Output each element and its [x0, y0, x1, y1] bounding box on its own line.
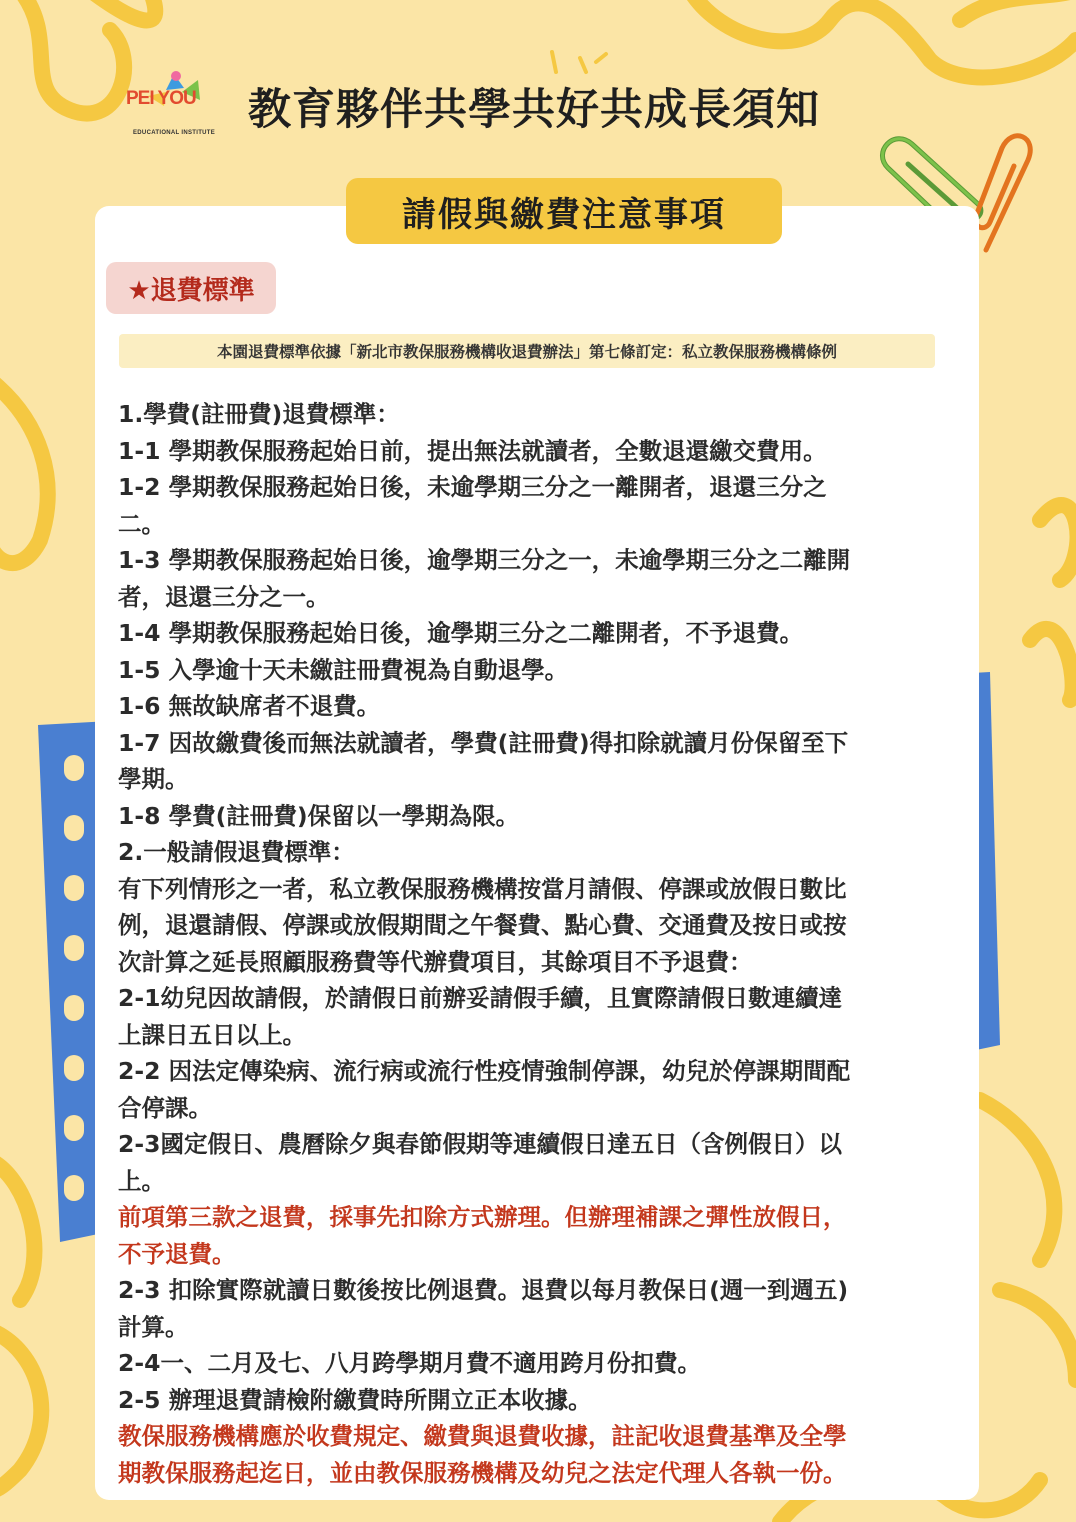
orange-paperclip	[975, 136, 1030, 250]
rule-line-highlight: 教保服務機構應於收費規定、繳費與退費收據，註記收退費基準及全學	[118, 1422, 847, 1450]
rule-line: 2.一般請假退費標準：	[118, 838, 355, 866]
rule-line: 2-3 扣除實際就讀日數後按比例退費。退費以每月教保日(週一到週五)	[118, 1276, 849, 1304]
rule-line: 1-5 入學逾十天未繳註冊費視為自動退學。	[118, 655, 569, 684]
squiggle-top-left	[20, 0, 124, 114]
rule-line: 上。	[118, 1166, 165, 1195]
rule-line: 2-1幼兒因故請假，於請假日前辦妥請假手續，且實際請假日數連續達	[118, 984, 842, 1012]
logo-text: PEI YOU	[126, 88, 196, 109]
rule-line: 2-5 辦理退費請檢附繳費時所開立正本收據。	[118, 1385, 592, 1414]
rule-line-highlight: 前項第三款之退費，採事先扣除方式辦理。但辦理補課之彈性放假日，	[118, 1203, 847, 1231]
logo-subtext: EDUCATIONAL INSTITUTE	[133, 130, 216, 136]
rule-line: 計算。	[118, 1312, 189, 1341]
rule-line: 2-3國定假日、農曆除夕與春節假期等連續假日達五日（含例假日）以	[118, 1130, 842, 1158]
rule-line: 1-6 無故缺席者不退費。	[118, 692, 381, 720]
rule-line: 2-2 因法定傳染病、流行病或流行性疫情強制停課，幼兒於停課期間配	[118, 1057, 851, 1085]
rule-line: 例，退還請假、停課或放假期間之午餐費、點心費、交通費及按日或按	[118, 911, 847, 939]
rule-line: 有下列情形之一者，私立教保服務機構按當月請假、停課或放假日數比	[118, 874, 847, 903]
logo	[126, 66, 226, 142]
rule-line: 次計算之延長照顧服務費等代辦費項目，其餘項目不予退費：	[118, 947, 753, 976]
subtitle-banner: 請假與繳費注意事項	[346, 178, 782, 244]
rule-line: 1-1 學期教保服務起始日前，提出無法就讀者，全數退還繳交費用。	[118, 436, 827, 465]
basis-note: 本園退費標準依據「新北市教保服務機構收退費辦法」第七條訂定：私立教保服務機構條例	[119, 334, 935, 368]
rule-line: 1-7 因故繳費後而無法就讀者，學費(註冊費)得扣除就讀月份保留至下	[118, 728, 849, 757]
rule-line: 1-3 學期教保服務起始日後，逾學期三分之一，未逾學期三分之二離開	[118, 546, 851, 574]
rule-line: 二。	[118, 509, 165, 538]
rule-line: 1-8 學費(註冊費)保留以一學期為限。	[118, 801, 520, 830]
page-title: 教育夥伴共學共好共成長須知	[248, 85, 820, 135]
section-tag-refund-standard: ★退費標準	[106, 262, 276, 314]
rule-line: 者，退還三分之一。	[118, 582, 330, 611]
rule-line: 1-2 學期教保服務起始日後，未逾學期三分之一離開者，退還三分之	[118, 473, 827, 501]
rule-line: 學期。	[118, 765, 189, 793]
rule-line: 2-4一、二月及七、八月跨學期月費不適用跨月份扣費。	[118, 1349, 701, 1377]
rule-line: 1.學費(註冊費)退費標準：	[118, 400, 400, 428]
rule-line: 合停課。	[118, 1093, 212, 1122]
rule-line-highlight: 期教保服務起迄日，並由教保服務機構及幼兒之法定代理人各執一份。	[118, 1458, 847, 1487]
rule-line-highlight: 不予退費。	[118, 1239, 236, 1268]
rule-line: 上課日五日以上。	[118, 1020, 306, 1049]
rule-line: 1-4 學期教保服務起始日後，逾學期三分之二離開者，不予退費。	[118, 619, 804, 647]
rules-list	[118, 396, 964, 1491]
